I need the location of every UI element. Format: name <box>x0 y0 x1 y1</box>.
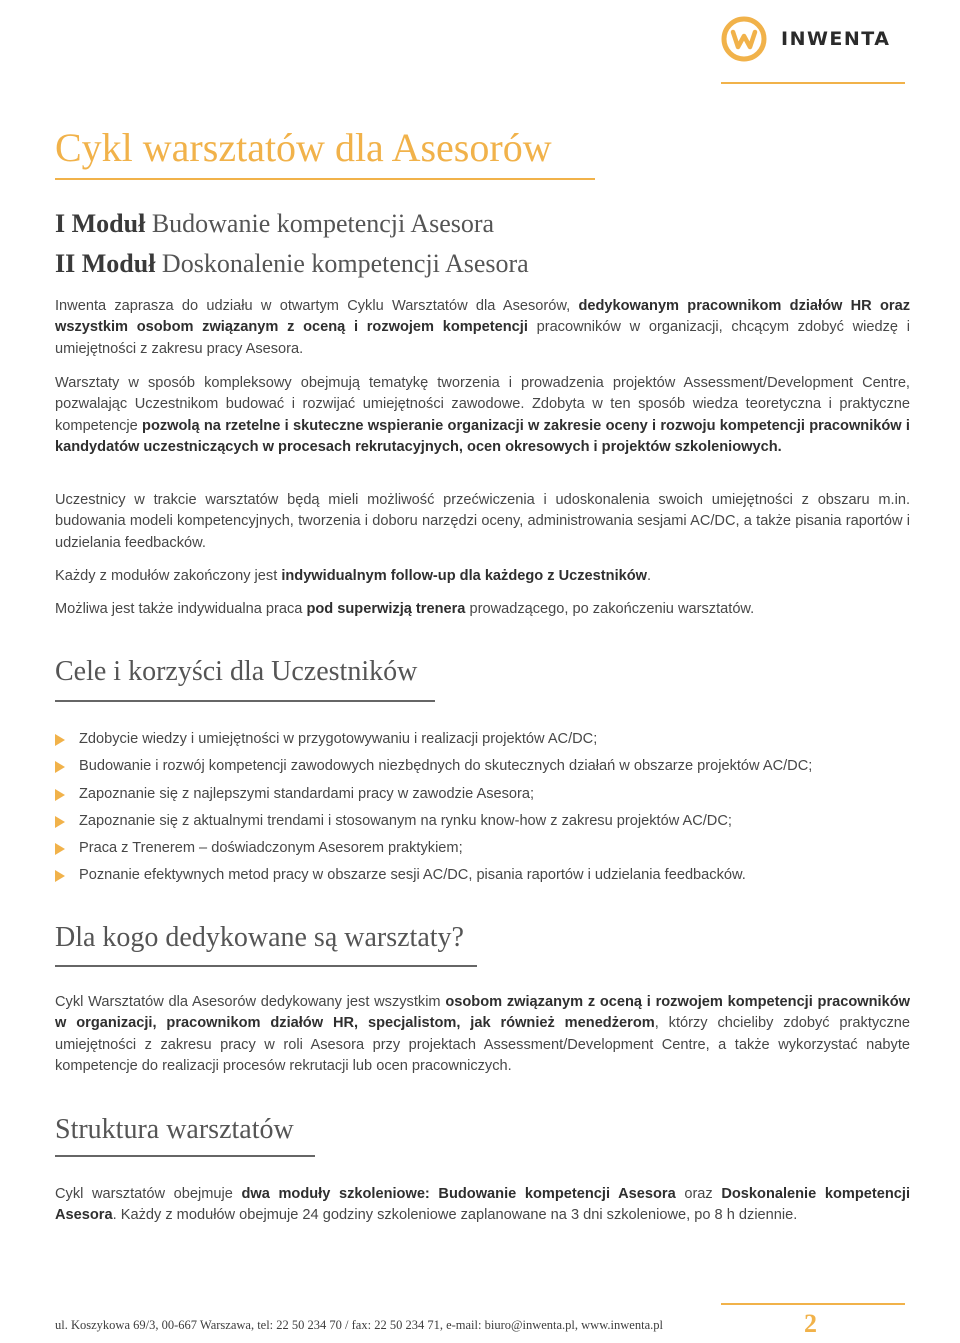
module-2 <box>55 244 529 284</box>
text-run: Warsztaty w sposób kompleksowy obejmują tematykę tworzenia i prowadzenia projektów Assessment/Development Centre, pozwalając Uczestnikom budować i rozwijać umiejętności zawodowe. Zdobyta w ten sposób wiedza teoretyczna i praktyczne kompetencje <box>55 375 910 434</box>
header-divider <box>721 82 905 84</box>
text-run: pracowników w organizacji, chcącym zdobyć wiedzę i umiejętności z zakresu pracy Asesora. <box>55 319 910 357</box>
arrow-bullet-icon <box>55 870 65 882</box>
text-run: Uczestnicy w trakcie warsztatów będą mieli możliwość przećwiczenia i udoskonalenia swoich umiejętności z obszaru m.in. budowania modeli kompetencyjnych, tworzenia i doboru narzędzi oceny, administrowania sesjami AC/DC, a także pisania raportów i udzielania feedbacków. <box>55 492 910 551</box>
page-number: 2 <box>804 1309 817 1338</box>
bold-text: Doskonalenie kompetencji Asesora <box>55 1186 911 1224</box>
footer-divider <box>721 1303 905 1305</box>
structure-paragraph <box>55 1184 910 1227</box>
module-2-name: Doskonalenie kompetencji Asesora <box>161 249 529 278</box>
benefits-list <box>55 727 915 891</box>
text-run: Możliwa jest także indywidualna praca <box>55 601 307 617</box>
text-run: , którzy chcieliby zdobyć praktyczne umiejętności z zakresu pracy w roli Asesora przy projektach Assessment/Development Centre, a także wykorzystać nabyte kompetencje do realizacji procesów rekrutacji lub ocen pracowniczych. <box>55 1015 910 1074</box>
list-item: Praca z Trenerem – doświadczonym Asesorem praktykiem; <box>55 836 915 863</box>
text-run: Inwenta zaprasza do udziału w otwartym Cyklu Warsztatów dla Asesorów, <box>55 298 579 314</box>
module-list <box>55 204 529 284</box>
arrow-bullet-icon <box>55 816 65 828</box>
bold-text: dedykowanym pracownikom działów HR oraz wszystkim osobom związanym z oceną i rozwojem kompetencji <box>55 298 910 336</box>
structure-title: Struktura warsztatów <box>55 1114 294 1145</box>
benefits-title: Cele i korzyści dla Uczestników <box>55 656 418 687</box>
structure-underline <box>55 1155 315 1157</box>
audience-title: Dla kogo dedykowane są warsztaty? <box>55 922 464 953</box>
page-title: Cykl warsztatów dla Asesorów <box>55 125 552 170</box>
arrow-bullet-icon <box>55 789 65 801</box>
inwenta-logo-icon <box>721 16 767 62</box>
title-underline <box>55 178 595 180</box>
intro-paragraph-2 <box>55 373 910 458</box>
bold-text: indywidualnym follow-up dla każdego z Uczestników <box>281 568 648 584</box>
text-run: Każdy z modułów zakończony jest <box>55 568 282 584</box>
module-1-name: Budowanie kompetencji Asesora <box>151 209 495 238</box>
bold-text: dwa moduły szkoleniowe: Budowanie kompetencji Asesora <box>241 1186 676 1202</box>
brand-logo <box>721 15 891 63</box>
audience-underline <box>55 965 477 967</box>
list-item: Budowanie i rozwój kompetencji zawodowych niezbędnych do skutecznych działań w obszarze projektów AC/DC; <box>55 754 915 781</box>
text-run: . Każdy z modułów obejmuje 24 godziny szkoleniowe zaplanowane na 3 dni szkoleniowe, po 8 h dziennie. <box>112 1207 798 1224</box>
list-item: Poznanie efektywnych metod pracy w obszarze sesji AC/DC, pisania raportów i udzielania feedbacków. <box>55 863 915 890</box>
intro-paragraph-4 <box>55 566 910 587</box>
intro-paragraph-5 <box>55 599 910 620</box>
module-2-label: II Moduł <box>55 249 156 278</box>
list-item: Zapoznanie się z aktualnymi trendami i stosowanym na rynku know-how z zakresu projektów AC/DC; <box>55 809 915 836</box>
module-1-label: I Moduł <box>55 209 146 238</box>
list-item: Zdobycie wiedzy i umiejętności w przygotowywaniu i realizacji projektów AC/DC; <box>55 727 915 754</box>
module-1 <box>55 204 529 244</box>
arrow-bullet-icon <box>55 734 65 746</box>
intro-paragraph-1 <box>55 296 910 360</box>
text-run: Cykl Warsztatów dla Asesorów dedykowany jest wszystkim <box>55 994 446 1010</box>
arrow-bullet-icon <box>55 761 65 773</box>
arrow-bullet-icon <box>55 843 65 855</box>
text-run: . <box>647 568 652 584</box>
benefits-underline <box>55 700 435 702</box>
text-run: Cykl warsztatów obejmuje <box>55 1186 242 1202</box>
bold-text: osobom związanym z oceną i rozwojem kompetencji pracowników w organizacji, pracownikom działów HR, specjalistom, jak również menedżerom <box>55 994 910 1032</box>
list-item: Zapoznanie się z najlepszymi standardami pracy w zawodzie Asesora; <box>55 782 915 809</box>
logo-wordmark: INWENTA <box>781 28 891 50</box>
bold-text: pod superwizją trenera <box>306 601 466 617</box>
intro-paragraph-3 <box>55 490 910 554</box>
text-run: prowadzącego, po zakończeniu warsztatów. <box>465 601 755 617</box>
audience-paragraph <box>55 992 910 1077</box>
footer-address: ul. Koszykowa 69/3, 00-667 Warszawa, tel: 22 50 234 70 / fax: 22 50 234 71, e-mail: biuro@inwenta.pl, www.inwenta.pl <box>55 1318 663 1332</box>
text-run: oraz <box>675 1186 722 1202</box>
bold-text: pozwolą na rzetelne i skuteczne wspieranie organizacji w zakresie oceny i rozwoju kompetencji pracowników i kandydatów uczestniczących w procesach rekrutacyjnych, ocen okresowych i projektów szkoleniowych. <box>55 417 910 455</box>
